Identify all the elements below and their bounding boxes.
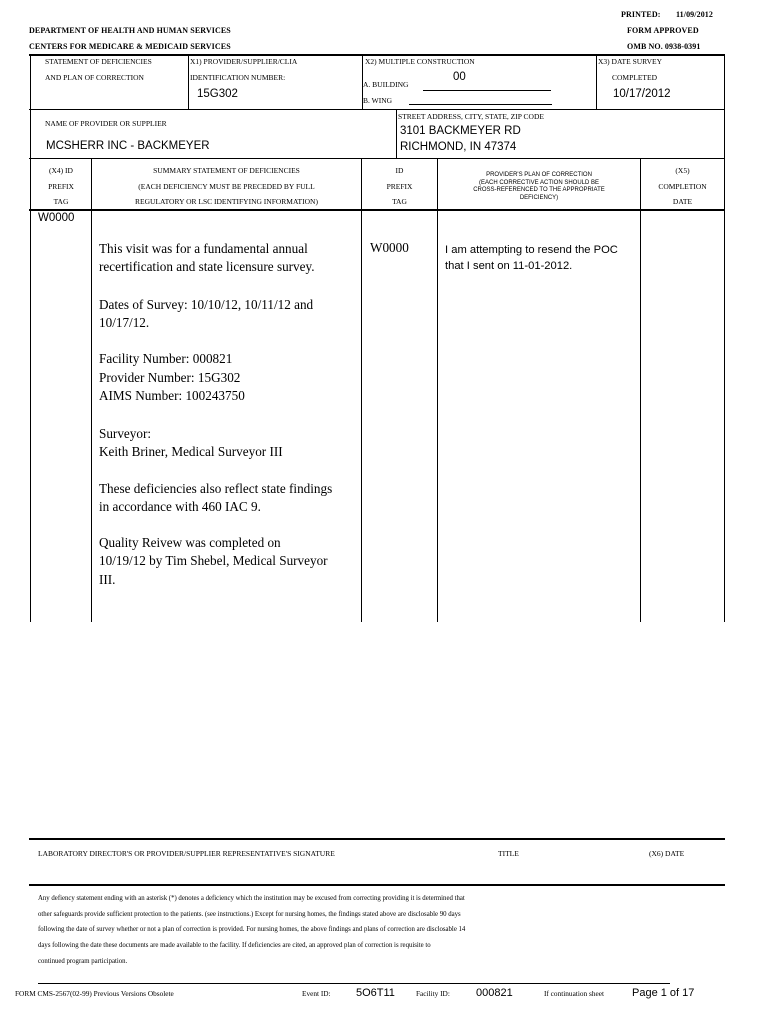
plan-label-4: DEFICIENCY) bbox=[519, 195, 559, 201]
plan-of-correction-text: I am attempting to resend the POC that I sent on 11-01-2012. bbox=[445, 244, 618, 272]
disclaimer-line-5: continued program participation. bbox=[38, 958, 128, 965]
address-line-1: 3101 BACKMEYER RD bbox=[400, 125, 521, 137]
x1-label-2: IDENTIFICATION NUMBER: bbox=[190, 73, 286, 82]
id-label-1: ID bbox=[395, 166, 404, 175]
form-number: FORM CMS-2567(02-99) Previous Versions Obsolete bbox=[15, 989, 174, 998]
x5-label-2: COMPLETION bbox=[658, 182, 707, 191]
omb-number: OMB NO. 0938-0391 bbox=[627, 42, 701, 51]
x4-label-3: TAG bbox=[53, 197, 69, 206]
signature-bottom-rule bbox=[29, 884, 725, 886]
event-id-value: 5O6T11 bbox=[356, 987, 395, 999]
deficiency-text-visit: This visit was for a fundamental annual recertification and state licensure survey. bbox=[99, 241, 315, 275]
x4-label-2: PREFIX bbox=[48, 182, 74, 191]
disclaimer-line-4: days following the date these documents are made available to the facility. If deficiencies are cited, an approved plan of correction is requisite to bbox=[38, 942, 431, 949]
plan-tag: W0000 bbox=[370, 240, 409, 255]
survey-date-value: 10/17/2012 bbox=[613, 88, 671, 100]
address-label: STREET ADDRESS, CITY, STATE, ZIP CODE bbox=[398, 112, 544, 121]
x3-label-2: COMPLETED bbox=[612, 73, 657, 82]
x4-label-1: (X4) ID bbox=[49, 166, 73, 175]
building-value: 00 bbox=[453, 71, 466, 83]
deficiency-text-state-findings: These deficiencies also reflect state findings in accordance with 460 IAC 9. bbox=[99, 481, 333, 515]
signature-top-rule bbox=[29, 838, 725, 840]
centers-title: CENTERS FOR MEDICARE & MEDICAID SERVICES bbox=[29, 42, 231, 51]
page-number: Page 1 of 17 bbox=[632, 987, 695, 999]
x2-building-label: A. BUILDING bbox=[363, 80, 409, 89]
plan-label-2: (EACH CORRECTIVE ACTION SHOULD BE bbox=[478, 180, 600, 186]
printed-label: PRINTED: bbox=[621, 10, 661, 19]
department-title: DEPARTMENT OF HEALTH AND HUMAN SERVICES bbox=[29, 26, 231, 35]
printed-date: 11/09/2012 bbox=[676, 10, 714, 19]
disclaimer-line-3: following the date of survey whether or not a plan of correction is provided. For nursing homes, the above findings and plans of correction are disclosable 14 bbox=[38, 926, 466, 933]
continuation-label: If continuation sheet bbox=[544, 989, 604, 998]
facility-id-label: Facility ID: bbox=[416, 989, 450, 998]
address-line-2: RICHMOND, IN 47374 bbox=[400, 141, 517, 153]
x1-label-1: X1) PROVIDER/SUPPLIER/CLIA bbox=[190, 57, 298, 66]
deficiency-text-surveyor-name: Keith Briner, Medical Surveyor III bbox=[99, 444, 283, 459]
deficiency-text-dates: Dates of Survey: 10/10/12, 10/11/12 and 10/17/12. bbox=[99, 297, 314, 331]
id-label-3: TAG bbox=[392, 197, 407, 206]
x3-label-1: X3) DATE SURVEY bbox=[598, 57, 662, 66]
provider-id-value: 15G302 bbox=[197, 88, 238, 100]
statement-label-1: STATEMENT OF DEFICIENCIES bbox=[45, 57, 152, 66]
plan-label-1: PROVIDER'S PLAN OF CORRECTION bbox=[486, 172, 592, 178]
deficiency-text-surveyor-label: Surveyor: bbox=[99, 426, 152, 441]
deficiency-tag: W0000 bbox=[38, 212, 75, 224]
x5-label-3: DATE bbox=[672, 197, 693, 206]
summary-label-2: (EACH DEFICIENCY MUST BE PRECEDED BY FULL bbox=[138, 182, 315, 191]
title-label: TITLE bbox=[498, 849, 519, 858]
x2-label: X2) MULTIPLE CONSTRUCTION bbox=[365, 57, 475, 66]
signature-label: LABORATORY DIRECTOR'S OR PROVIDER/SUPPLIER REPRESENTATIVE'S SIGNATURE bbox=[38, 849, 335, 858]
x6-date-label: (X6) DATE bbox=[649, 849, 685, 858]
x2-wing-label: B. WING bbox=[363, 96, 393, 105]
deficiency-text-aims: AIMS Number: 100243750 bbox=[99, 388, 245, 403]
disclaimer-line-2: other safeguards provide sufficient protection to the patients. (see instructions.) Except for nursing homes, the findings stated above are disclosable 90 days bbox=[38, 911, 461, 918]
deficiency-text-facility: Facility Number: 000821 bbox=[99, 351, 233, 366]
summary-label-1: SUMMARY STATEMENT OF DEFICIENCIES bbox=[153, 166, 300, 175]
id-label-2: PREFIX bbox=[386, 182, 413, 191]
plan-label-3: CROSS-REFERENCED TO THE APPROPRIATE bbox=[473, 187, 605, 193]
form-approved: FORM APPROVED bbox=[627, 26, 699, 35]
footer-rule bbox=[38, 983, 670, 984]
facility-id-value: 000821 bbox=[476, 987, 513, 999]
provider-name-label: NAME OF PROVIDER OR SUPPLIER bbox=[45, 119, 167, 128]
statement-label-2: AND PLAN OF CORRECTION bbox=[45, 73, 144, 82]
x5-label-1: (X5) bbox=[675, 166, 690, 175]
event-id-label: Event ID: bbox=[302, 989, 331, 998]
disclaimer-line-1: Any defiency statement ending with an asterisk (*) denotes a deficiency which the institution may be excused from correcting providing it is determined that bbox=[38, 895, 465, 902]
deficiency-text-quality-review: Quality Reivew was completed on 10/19/12 by Tim Shebel, Medical Surveyor III. bbox=[99, 535, 328, 587]
summary-label-3: REGULATORY OR LSC IDENTIFYING INFORMATION) bbox=[135, 197, 318, 206]
deficiency-text-provider: Provider Number: 15G302 bbox=[99, 370, 241, 385]
provider-name-value: MCSHERR INC - BACKMEYER bbox=[46, 140, 210, 152]
